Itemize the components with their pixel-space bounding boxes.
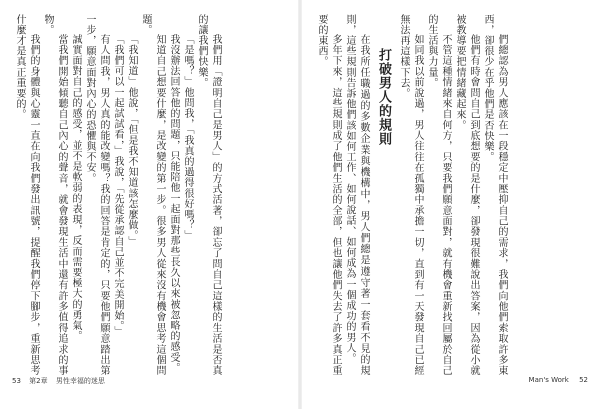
page-number: 53 [12,377,21,385]
left-page-footer [12,376,111,386]
body-paragraph: 「我知道」他說，「但是我不知道該怎麼做。」 [126,34,137,247]
body-paragraph: 有人問我，男人真的能改變嗎？我的回答是肯定的，只要他們願意踏出第一步，願意面對內心的恐懼與不安。 [84,14,109,376]
chapter-number: 第2章 [29,377,48,385]
body-paragraph: 不管這種情緒來自何方，只要我們願意面對，就有機會重新找回屬於自己的生活與力量。 [426,14,451,376]
right-page-body [314,14,508,376]
chapter-title: 男性幸福的迷思 [55,377,105,385]
body-paragraph: 我們用「證明自己是男人」的方式活著，卻忘了問自己這樣的生活是否真的讓我們快樂。 [196,14,221,376]
left-page [12,14,290,376]
book-gutter [298,0,302,409]
book-title: Man's Work [528,376,569,384]
right-page [314,14,590,376]
body-paragraph: 多年下來，這些規則成了他們生活的全部，但也讓他們失去了許多真正重要的東西。 [316,14,341,376]
body-paragraph: 「我們可以一起試試看，」我說，「先從承認自己並不完美開始。」 [112,34,123,337]
body-paragraph: 「是嗎？」他問我，「我真的過得很好嗎？」 [182,34,193,241]
body-paragraph: 他們有時會問自己到底想要的是什麼，卻發現很難說出答案，因為從小就被教導要把情緒藏起來。 [454,14,479,376]
body-paragraph: 誠實面對自己的感受，並不是軟弱的表現，反而需要極大的勇氣。 [70,34,81,342]
body-paragraph: 在我所任職過的多數企業與機構中，男人們總是遵守著一套看不見的規則，這些規則告訴他們該如何工作、如何說話、如何成為一個成功的男人。 [344,14,369,376]
page-number: 52 [579,376,588,384]
body-paragraph: 知道自己想要什麼，是改變的第一步。很多男人從來沒有機會思考這個問題。 [140,14,165,376]
left-page-body [12,14,222,376]
body-paragraph: 我沒辦法回答他的問題，只能陪他一起面對那些長久以來被忽略的感受。 [168,34,179,374]
body-paragraph: 們總認為男人應該在一段穩定中壓抑自己的需求，我們向他們索取許多東西，卻很少在乎他們是否快樂。 [482,14,507,376]
body-paragraph: 當我們開始傾聽自己內心的聲音，就會發現生活中還有許多值得追求的事物。 [42,14,67,376]
body-paragraph: 我們的身體與心靈一直在向我們發出訊號，提醒我們停下腳步，重新思考什麼才是真正重要的。 [14,14,39,376]
body-paragraph: 如同我以前說過，男人往往在孤獨中承擔一切，直到有一天發現自己已經無法再這樣下去。 [398,14,423,376]
section-heading: 打破男人的規則 [376,47,391,146]
right-page-footer [521,376,588,384]
